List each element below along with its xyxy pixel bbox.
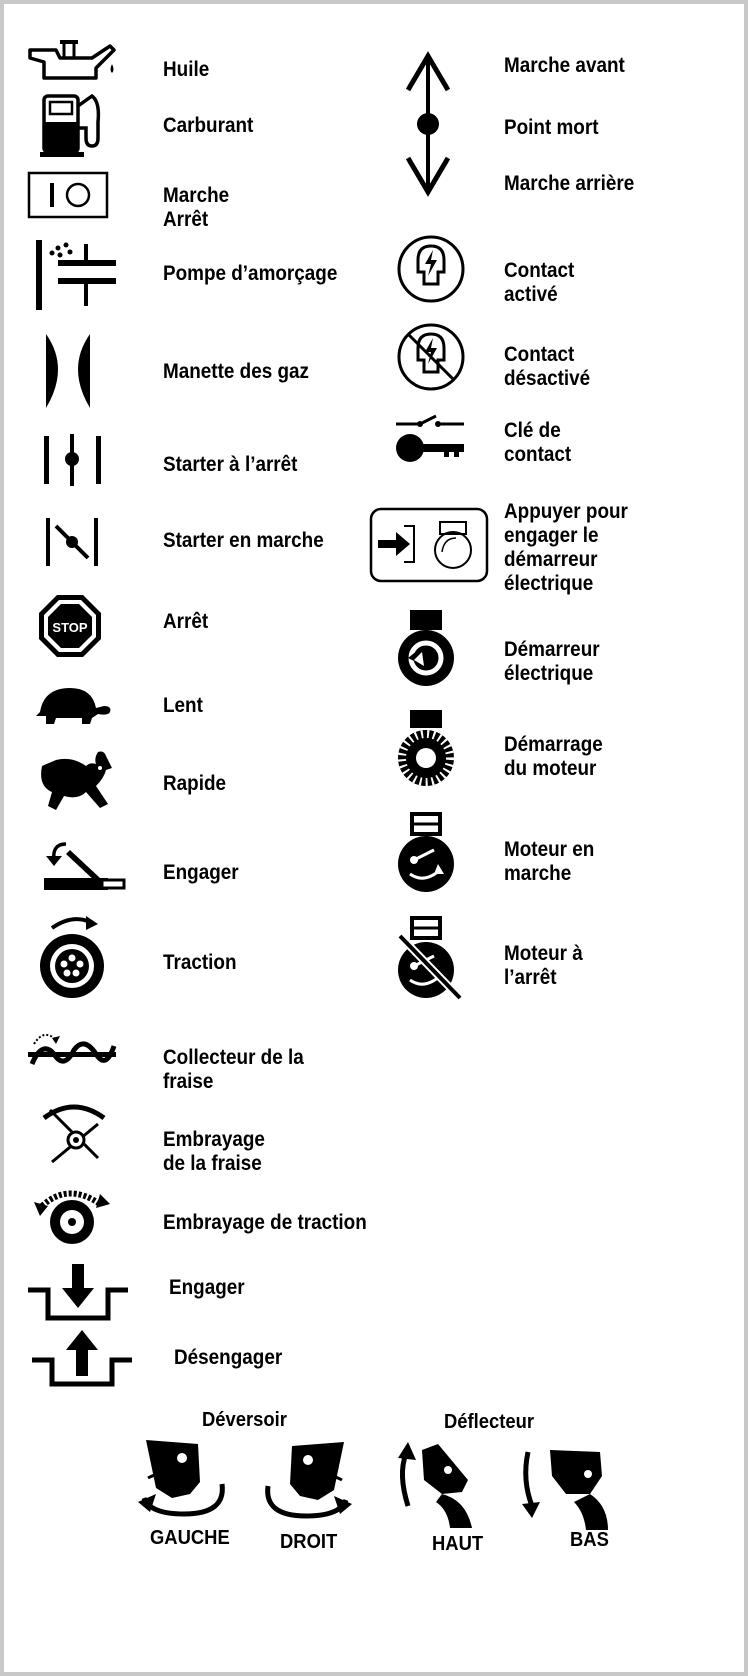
label-choke-on: Starter en marche	[163, 529, 324, 552]
traction-clutch-icon	[34, 1184, 110, 1246]
disengage-arrow-up-icon	[30, 1324, 136, 1388]
label-fuel: Carburant	[163, 114, 254, 137]
label-ignition-key: Clé de contact	[504, 419, 572, 466]
label-ignition-off: Contact désactivé	[504, 343, 591, 390]
label-engage: Engager	[163, 861, 239, 884]
label-ignition-on: Contact activé	[504, 259, 575, 306]
engage-lever-icon	[40, 838, 128, 898]
on-off-switch-icon	[26, 170, 110, 220]
traction-wheel-icon	[38, 914, 108, 1000]
label-engine-running: Moteur en marche	[504, 838, 595, 885]
label-auger-collector: Collecteur de la fraise	[163, 1046, 304, 1093]
forward-neutral-reverse-icon	[404, 50, 452, 198]
label-auger-clutch: Embrayage de la fraise	[163, 1128, 265, 1175]
chute-left-icon	[136, 1438, 234, 1528]
electric-starter-icon	[394, 608, 460, 688]
label-disengage: Désengager	[174, 1346, 283, 1369]
label-left: GAUCHE	[150, 1527, 230, 1549]
label-oil: Huile	[163, 58, 210, 81]
deflector-down-icon	[520, 1446, 612, 1534]
label-stop: Arrêt	[163, 610, 209, 633]
label-engage-down: Engager	[169, 1276, 245, 1299]
label-electric-starter: Démarreur électrique	[504, 638, 600, 685]
label-fast: Rapide	[163, 772, 227, 795]
rabbit-icon	[38, 748, 114, 818]
label-choke-off: Starter à l’arrêt	[163, 453, 298, 476]
choke-off-icon	[42, 432, 104, 488]
deflector-title: Déflecteur	[444, 1411, 534, 1433]
label-engine-start: Démarrage du moteur	[504, 733, 603, 780]
label-traction-clutch: Embrayage de traction	[163, 1211, 367, 1234]
auger-clutch-icon	[40, 1100, 110, 1166]
chute-title: Déversoir	[202, 1409, 287, 1431]
fuel-pump-icon	[40, 92, 110, 158]
chute-right-icon	[256, 1440, 354, 1530]
engine-running-icon	[394, 812, 460, 894]
turtle-icon	[34, 684, 112, 726]
label-neutral: Point mort	[504, 116, 599, 139]
engine-start-icon	[394, 708, 460, 788]
ignition-key-icon	[392, 412, 468, 466]
electric-starter-button-icon	[368, 506, 490, 584]
engage-arrow-down-icon	[26, 1260, 132, 1324]
label-throttle: Manette des gaz	[163, 360, 309, 383]
label-slow: Lent	[163, 694, 203, 717]
auger-collector-icon	[26, 1024, 118, 1076]
label-reverse: Marche arrière	[504, 172, 635, 195]
label-primer: Pompe d’amorçage	[163, 262, 338, 285]
ignition-off-icon	[396, 322, 466, 392]
ignition-on-icon	[396, 234, 466, 304]
throttle-icon	[44, 332, 94, 410]
label-traction: Traction	[163, 951, 237, 974]
label-up: HAUT	[432, 1533, 484, 1555]
label-on-off: Marche Arrêt	[163, 184, 230, 231]
label-forward: Marche avant	[504, 54, 625, 77]
stop-sign-icon	[38, 594, 102, 658]
label-engine-stopped: Moteur à l’arrêt	[504, 942, 583, 989]
label-electric-starter-button: Appuyer pour engager le démarreur électrique	[504, 500, 628, 595]
primer-pump-icon	[30, 238, 124, 312]
engine-stopped-icon	[394, 916, 464, 1002]
choke-on-icon	[44, 516, 102, 568]
label-down: BAS	[570, 1529, 609, 1551]
stop-sign-text: STOP	[52, 620, 88, 635]
oil-can-icon	[26, 38, 120, 82]
deflector-up-icon	[396, 1440, 482, 1532]
label-right: DROIT	[280, 1531, 338, 1553]
